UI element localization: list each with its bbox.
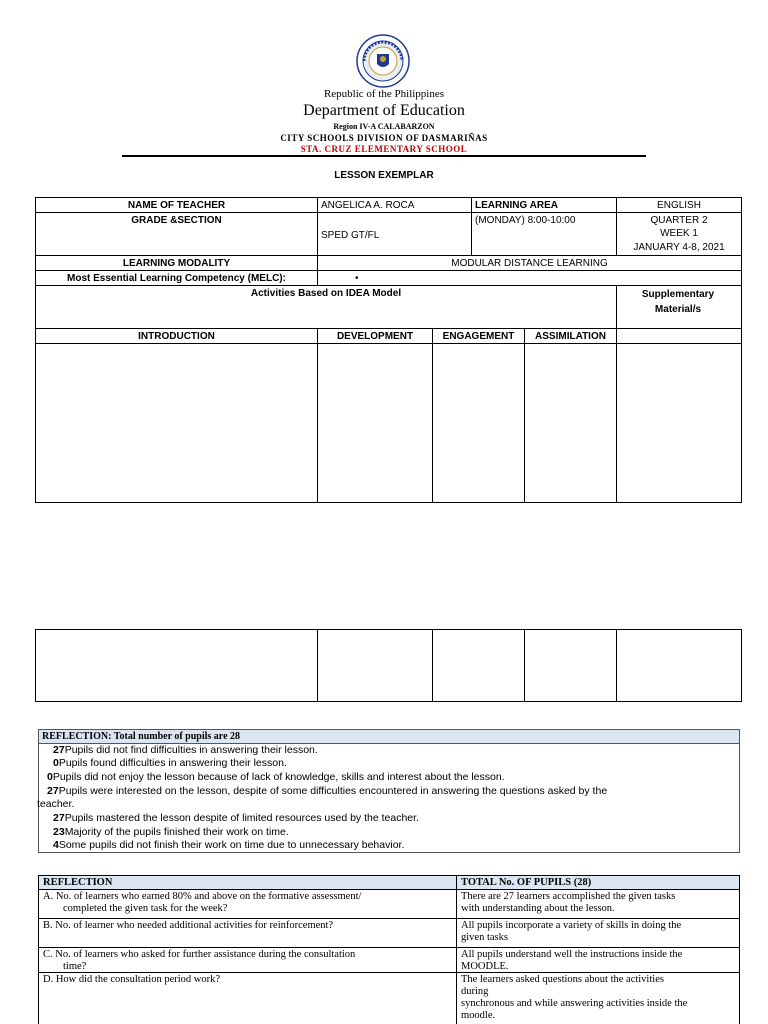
activities-label: Activities Based on IDEA Model: [250, 288, 402, 299]
total-pupils-header: TOTAL No. OF PUPILS (28): [461, 877, 592, 888]
question-c: C. No. of learners who asked for further assistance during the consultation time?: [43, 949, 356, 972]
quarter: QUARTER 2: [650, 215, 708, 226]
school-name: STA. CRUZ ELEMENTARY SCHOOL: [300, 144, 468, 154]
division-line: CITY SCHOOLS DIVISION OF DASMARIÑAS: [280, 133, 488, 143]
deped-seal-logo: [356, 34, 410, 88]
header-divider: [122, 155, 646, 157]
question-d: D. How did the consultation period work?: [43, 974, 221, 985]
document-title: LESSON EXEMPLAR: [334, 170, 434, 181]
grade-section-value: SPED GT/FL: [321, 230, 380, 241]
reflection-detail-table: [38, 875, 740, 1024]
republic-line: Republic of the Philippines: [323, 88, 445, 100]
reflection-line: 23Majority of the pupils finished their work on time.: [53, 826, 289, 838]
department-title: Department of Education: [303, 102, 465, 119]
reflection-header: REFLECTION: [43, 877, 113, 888]
col-assimilation: ASSIMILATION: [535, 331, 606, 342]
region-line: Region IV-A CALABARZON: [333, 122, 435, 131]
learning-area-value: ENGLISH: [657, 200, 701, 211]
week: WEEK 1: [660, 228, 698, 239]
answer-c: All pupils understand well the instructions inside the MOODLE.: [461, 949, 683, 972]
col-introduction: INTRODUCTION: [138, 331, 215, 342]
schedule: (MONDAY) 8:00-10:00: [475, 215, 576, 226]
reflection-line: 4Some pupils did not finish their work on time due to unnecessary behavior.: [53, 839, 405, 851]
reflection-line: 27Pupils mastered the lesson despite of limited resources used by the teacher.: [53, 812, 419, 824]
reflection-line: 0Pupils found difficulties in answering their lesson.: [53, 757, 287, 769]
col-engagement: ENGAGEMENT: [442, 331, 515, 342]
question-b: B. No. of learner who needed additional activities for reinforcement?: [43, 920, 334, 931]
grade-section-label: GRADE &SECTION: [131, 215, 222, 226]
col-development: DEVELOPMENT: [336, 331, 414, 342]
modality-value: MODULAR DISTANCE LEARNING: [451, 258, 608, 269]
answer-d: The learners asked questions about the activities during synchronous and while answering activities inside the moodle.: [461, 974, 688, 1021]
reflection-summary-header: REFLECTION: Total number of pupils are 28: [39, 730, 739, 744]
reflection-line: 27Pupils were interested on the lesson, despite of some difficulties encountered in answering the questions asked by the: [47, 785, 608, 797]
supplementary-label: Supplementary Material/s: [641, 289, 715, 315]
reflection-line: 0Pupils did not enjoy the lesson because of lack of knowledge, skills and interest about the lesson.: [47, 771, 505, 783]
reflection-line: teacher.: [37, 798, 75, 810]
melc-label: Most Essential Learning Competency (MELC):: [67, 273, 286, 284]
teacher-value: ANGELICA A. ROCA: [321, 200, 415, 211]
melc-bullet: •: [355, 273, 359, 284]
answer-b: All pupils incorporate a variety of skills in doing the given tasks: [461, 920, 682, 943]
answer-a: There are 27 learners accomplished the given tasks with understanding about the lesson.: [461, 891, 676, 914]
question-a: A. No. of learners who earned 80% and above on the formative assessment/ completed the given task for the week?: [43, 891, 362, 914]
date-range: JANUARY 4-8, 2021: [633, 242, 725, 253]
reflection-summary-box: [38, 729, 740, 853]
reflection-line: 27Pupils did not find difficulties in answering their lesson.: [53, 744, 318, 756]
learning-area-label: LEARNING AREA: [475, 200, 558, 211]
teacher-label: NAME OF TEACHER: [127, 200, 226, 211]
modality-label: LEARNING MODALITY: [122, 258, 231, 269]
